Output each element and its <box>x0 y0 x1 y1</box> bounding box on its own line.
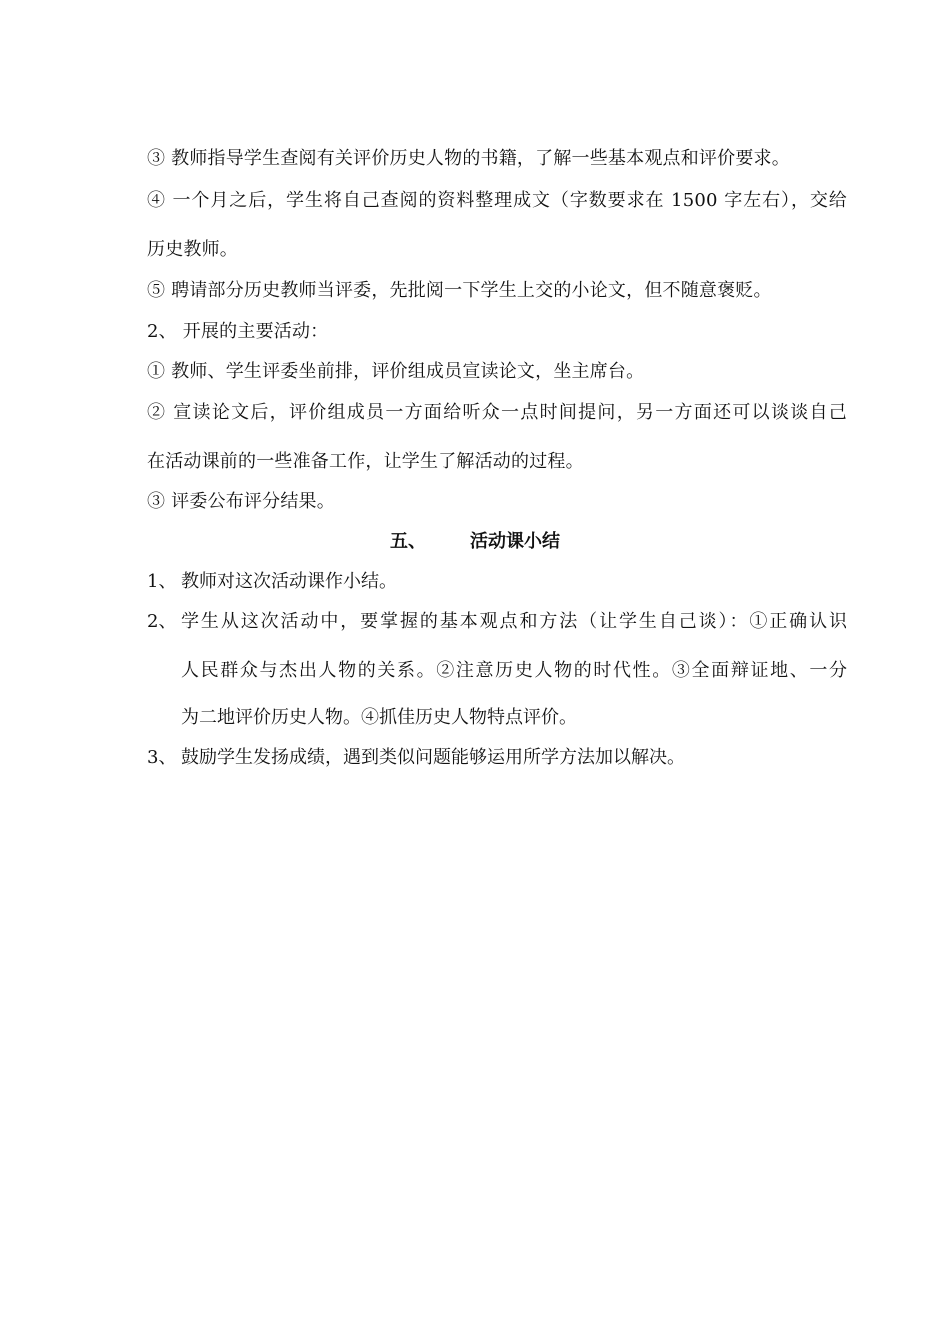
summary-item-1-marker: 1、 <box>147 571 177 592</box>
step-4-line: ④ 一个月之后，学生将自己查阅的资料整理成文（字数要求在 1500 字左右），交给 <box>147 190 847 211</box>
section-number: 五、 <box>390 531 426 552</box>
activity-3-line: ③ 评委公布评分结果。 <box>147 491 335 512</box>
step-3-line: ③ 教师指导学生查阅有关评价历史人物的书籍，了解一些基本观点和评价要求。 <box>147 148 790 169</box>
step-5-line: ⑤ 聘请部分历史教师当评委，先批阅一下学生上交的小论文，但不随意褒贬。 <box>147 280 772 301</box>
summary-item-2-line-1: 学生从这次活动中，要掌握的基本观点和方法（让学生自己谈）：①正确认识 <box>181 611 847 632</box>
activity-1-line: ① 教师、学生评委坐前排，评价组成员宣读论文，坐主席台。 <box>147 361 645 382</box>
summary-item-2-marker: 2、 <box>147 611 177 632</box>
summary-item-1-text: 教师对这次活动课作小结。 <box>181 571 397 592</box>
section-heading <box>0 530 950 554</box>
summary-item-2-line-3: 为二地评价历史人物。④抓佳历史人物特点评价。 <box>181 707 577 728</box>
activity-2-continuation: 在活动课前的一些准备工作，让学生了解活动的过程。 <box>147 451 584 472</box>
activities-heading: 2、 开展的主要活动： <box>147 321 329 342</box>
summary-item-2-line-2: 人民群众与杰出人物的关系。②注意历史人物的时代性。③全面辩证地、一分 <box>181 660 847 681</box>
activity-2-line: ② 宣读论文后，评价组成员一方面给听众一点时间提问，另一方面还可以谈谈自己 <box>147 402 847 423</box>
summary-item-3-text: 鼓励学生发扬成绩，遇到类似问题能够运用所学方法加以解决。 <box>181 747 685 768</box>
summary-item-3-marker: 3、 <box>147 747 177 768</box>
section-title: 活动课小结 <box>470 531 560 552</box>
step-4-continuation: 历史教师。 <box>147 239 238 260</box>
